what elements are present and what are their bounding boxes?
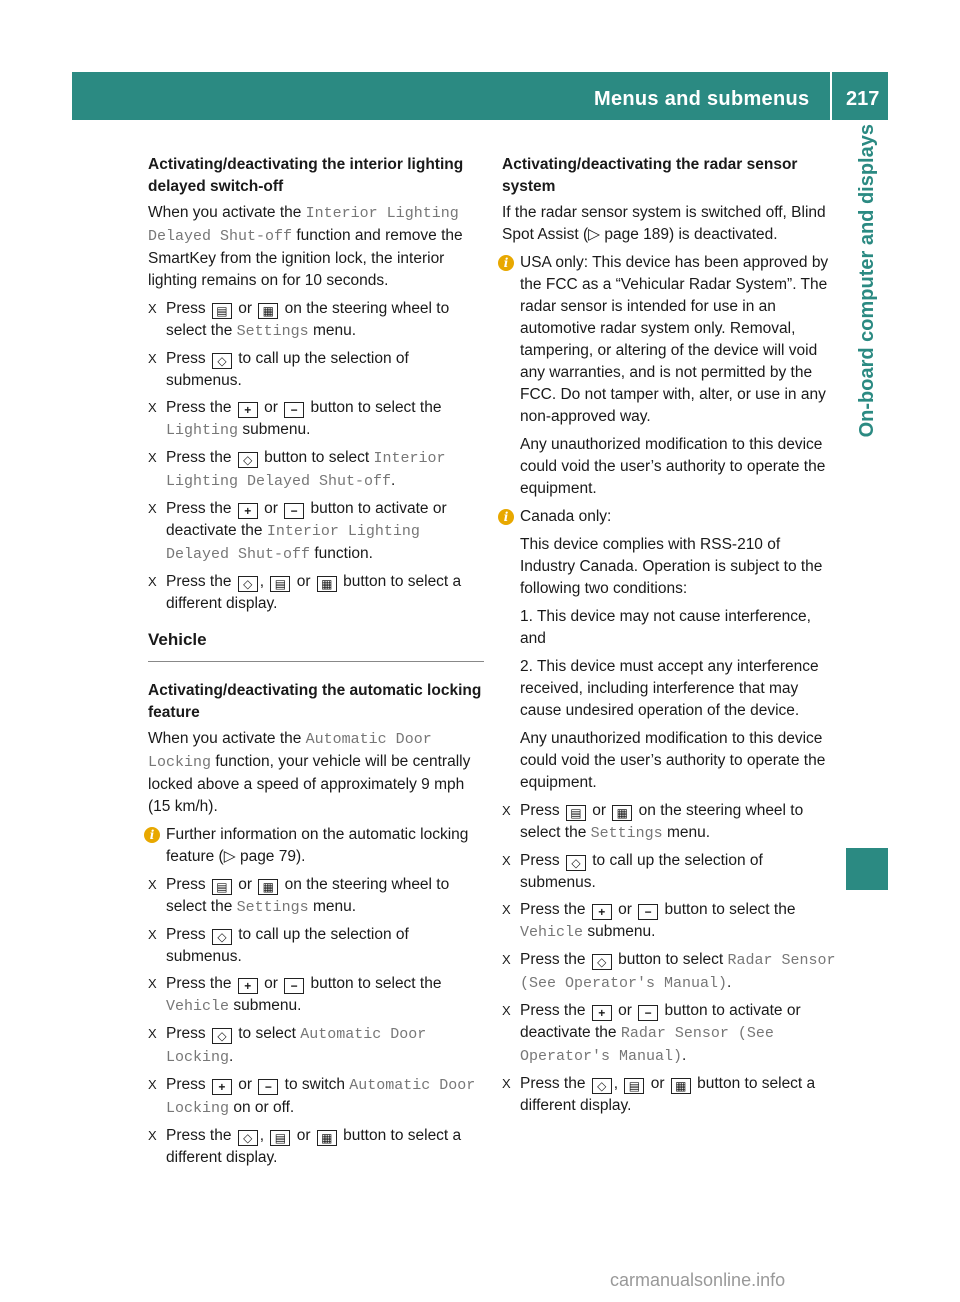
step-arrow-icon: X [502,952,511,967]
right-column [502,154,836,1122]
plus-button-icon: + [212,1079,232,1095]
step-arrow-icon: X [148,574,157,589]
step-arrow-icon: X [148,301,157,316]
step-arrow-icon: X [148,1026,157,1041]
display-button-icon: ▦ [317,576,337,592]
instruction-step: X Press ▤ or ▦ on the steering wheel to select the Settings menu. [148,876,450,916]
paragraph: If the radar sensor system is switched off, Blind Spot Assist (▷ page 189) is deactivated. [502,204,826,243]
right-arrow-button-icon: ◇ [238,452,258,468]
instruction-step: X Press ◇ to call up the selection of submenus. [502,852,763,891]
step-arrow-icon: X [148,351,157,366]
minus-button-icon: − [638,904,658,920]
step-arrow-icon: X [148,400,157,415]
right-arrow-button-icon: ◇ [566,855,586,871]
section-heading: Activating/deactivating the interior lighting delayed switch-off [148,156,464,195]
minus-button-icon: − [258,1079,278,1095]
instruction-step: X Press ◇ to select Automatic Door Locking. [148,1025,427,1066]
instruction-step: X Press ▤ or ▦ on the steering wheel to select the Settings menu. [502,802,804,842]
plus-button-icon: + [592,1005,612,1021]
paragraph: When you activate the Automatic Door Locking function, your vehicle will be centrally locked above a speed of approximately 9 mph (15 km/h). [148,730,471,815]
instruction-step: X Press ◇ to call up the selection of submenus. [148,350,409,389]
right-arrow-button-icon: ◇ [592,1078,612,1094]
step-arrow-icon: X [148,501,157,516]
display-button-icon: ▤ [270,576,290,592]
step-arrow-icon: X [148,1077,157,1092]
right-arrow-button-icon: ◇ [212,353,232,369]
step-arrow-icon: X [148,877,157,892]
instruction-step: X Press the + or − button to activate or deactivate the Interior Lighting Delayed Shut-off function. [148,500,447,563]
display-button-icon: ▤ [270,1130,290,1146]
left-column [148,154,484,1174]
display-button-icon: ▦ [258,303,278,319]
info-icon: i [498,509,514,525]
display-button-icon: ▤ [624,1078,644,1094]
sidebar-tab [846,848,888,890]
instruction-step: X Press the + or − button to select the Lighting submenu. [148,399,442,439]
page-number: 217 [846,88,880,110]
watermark: carmanualsonline.info [610,1270,786,1290]
plus-button-icon: + [592,904,612,920]
instruction-step: X Press the ◇ button to select Interior Lighting Delayed Shut-off. [148,449,446,490]
display-button-icon: ▦ [258,879,278,895]
right-arrow-button-icon: ◇ [238,576,258,592]
header-divider [830,72,832,120]
minus-button-icon: − [284,402,304,418]
instruction-step: X Press the ◇ , ▤ or ▦ button to select a different display. [502,1075,816,1114]
display-button-icon: ▦ [612,805,632,821]
step-arrow-icon: X [148,1128,157,1143]
header-title: Menus and submenus [594,88,810,110]
info-note: i Canada only: This device complies with RSS-210 of Industry Canada. Operation is subject to the following two conditions: 1. This device may not cause interference, and 2. This device must accept any interference received, including interference that may cause undesired operation of the device. Any unauthorized modification to this device could void the user’s authority to operate the equipment. [498,506,836,794]
plus-button-icon: + [238,402,258,418]
minus-button-icon: − [638,1005,658,1021]
info-note: i Further information on the automatic locking feature (▷ page 79). [144,824,484,868]
instruction-step: X Press + or − to switch Automatic Door Locking on or off. [148,1076,476,1117]
instruction-step: X Press the + or − button to select the Vehicle submenu. [502,901,796,941]
step-arrow-icon: X [148,976,157,991]
step-arrow-icon: X [502,803,511,818]
minus-button-icon: − [284,978,304,994]
step-arrow-icon: X [148,927,157,942]
sidebar-section-label: On-board computer and displays [855,124,878,438]
instruction-step: X Press the + or − button to activate or deactivate the Radar Sensor (See Operator's Manual). [502,1002,801,1065]
right-arrow-button-icon: ◇ [592,954,612,970]
display-button-icon: ▦ [317,1130,337,1146]
paragraph: When you activate the Interior Lighting Delayed Shut-off function and remove the SmartKey from the ignition lock, the interior lighting remains on for 10 seconds. [148,204,463,289]
info-note: i USA only: This device has been approved by the FCC as a “Vehicular Radar System”. The radar sensor is intended for use in an automotive radar system only. Removal, tampering, or altering of the device will void any warranties, and is not permitted by the FCC. Do not tamper with, alter, or use in any non-approved way. Any unauthorized modification to this device could void the user’s authority to operate the equipment. [498,252,836,500]
right-arrow-button-icon: ◇ [212,1028,232,1044]
section-heading: Activating/deactivating the radar sensor system [502,156,798,195]
plus-button-icon: + [238,503,258,519]
minus-button-icon: − [284,503,304,519]
step-arrow-icon: X [502,853,511,868]
instruction-step: X Press the ◇ , ▤ or ▦ button to select a different display. [148,573,462,612]
right-arrow-button-icon: ◇ [212,929,232,945]
section-title: Vehicle [148,629,484,662]
step-arrow-icon: X [502,1076,511,1091]
display-button-icon: ▦ [671,1078,691,1094]
plus-button-icon: + [238,978,258,994]
step-arrow-icon: X [502,1003,511,1018]
instruction-step: X Press the ◇ button to select Radar Sensor (See Operator's Manual). [502,951,836,992]
step-arrow-icon: X [148,450,157,465]
info-icon: i [144,827,160,843]
instruction-step: X Press the + or − button to select the Vehicle submenu. [148,975,442,1015]
instruction-step: X Press ▤ or ▦ on the steering wheel to select the Settings menu. [148,300,450,340]
step-arrow-icon: X [502,902,511,917]
display-button-icon: ▤ [212,879,232,895]
section-heading: Activating/deactivating the automatic locking feature [148,682,482,721]
display-button-icon: ▤ [212,303,232,319]
right-arrow-button-icon: ◇ [238,1130,258,1146]
instruction-step: X Press ◇ to call up the selection of submenus. [148,926,409,965]
display-button-icon: ▤ [566,805,586,821]
info-icon: i [498,255,514,271]
instruction-step: X Press the ◇ , ▤ or ▦ button to select a different display. [148,1127,462,1166]
